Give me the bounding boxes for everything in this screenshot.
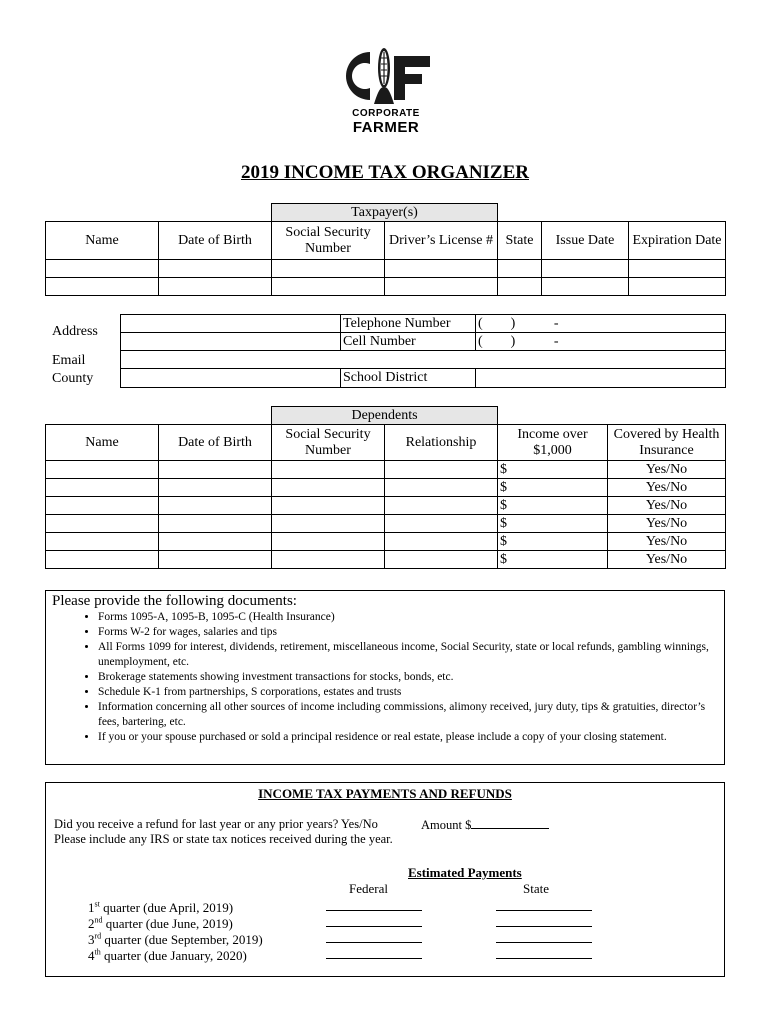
- spouse-dob-input[interactable]: [159, 278, 272, 296]
- spouse-expiration-input[interactable]: [629, 278, 726, 296]
- taxpayer-license-input[interactable]: [385, 260, 498, 278]
- quarter-number: 2: [88, 916, 95, 932]
- document-item: • Information concerning all other sources of income including commissions, alimony received, jury duty, tips & gratuities, director’s fees, bartering, etc.: [98, 700, 718, 730]
- dep-name-input[interactable]: [46, 551, 159, 569]
- page-title: 2019 INCOME TAX ORGANIZER: [240, 162, 529, 183]
- refund-question: Did you receive a refund for last year or any prior years? Yes/No: [54, 817, 378, 831]
- header-name: Name: [46, 222, 159, 260]
- dep-relationship-input[interactable]: [385, 461, 498, 479]
- dep-insurance-input[interactable]: Yes/No: [608, 533, 726, 551]
- documents-title: Please provide the following documents:: [52, 593, 297, 609]
- cell-label: Cell Number: [341, 333, 476, 351]
- logo-text-corporate: CORPORATE: [352, 108, 420, 119]
- quarter-text: quarter (due April, 2019): [99, 900, 234, 916]
- amount-line[interactable]: [471, 817, 549, 829]
- quarter-text: quarter (due June, 2019): [102, 916, 233, 932]
- dep-ssn-input[interactable]: [272, 533, 385, 551]
- header-issue-date: Issue Date: [542, 222, 629, 260]
- dep-dob-input[interactable]: [159, 461, 272, 479]
- dep-insurance-input[interactable]: Yes/No: [608, 551, 726, 569]
- dep-dob-input[interactable]: [159, 515, 272, 533]
- address-line2-input[interactable]: [121, 333, 341, 351]
- dep-relationship-input[interactable]: [385, 515, 498, 533]
- contact-table: [120, 314, 726, 388]
- header-expiration-date: Expiration Date: [629, 222, 726, 260]
- document-item: • If you or your spouse purchased or sold a principal residence or real estate, please include a copy of your closing statement.: [98, 730, 718, 745]
- email-input[interactable]: [121, 351, 726, 369]
- quarter-number: 3: [88, 932, 95, 948]
- dep-income-input[interactable]: $: [498, 515, 608, 533]
- dependent-row: [46, 533, 726, 551]
- quarter-text: quarter (due September, 2019): [101, 932, 263, 948]
- dependents-table: [45, 406, 726, 569]
- dependent-row: [46, 479, 726, 497]
- state-payment-input[interactable]: [496, 899, 592, 911]
- dep-dob-input[interactable]: [159, 533, 272, 551]
- dep-ssn-input[interactable]: [272, 515, 385, 533]
- spouse-ssn-input[interactable]: [272, 278, 385, 296]
- notice-text: Please include any IRS or state tax notices received during the year.: [54, 832, 393, 846]
- document-item: • Forms 1095-A, 1095-B, 1095-C (Health Insurance): [98, 610, 718, 625]
- quarter-row: [88, 897, 708, 916]
- dep-income-input[interactable]: $: [498, 533, 608, 551]
- email-label: Email: [52, 353, 86, 368]
- dep-relationship-input[interactable]: [385, 533, 498, 551]
- taxpayer-row: [46, 278, 726, 296]
- amount-field[interactable]: [421, 817, 549, 833]
- dep-ssn-input[interactable]: [272, 497, 385, 515]
- quarter-suffix: st: [94, 900, 100, 909]
- dep-insurance-input[interactable]: Yes/No: [608, 497, 726, 515]
- dep-income-input[interactable]: $: [498, 479, 608, 497]
- dep-dob-input[interactable]: [159, 497, 272, 515]
- header-ssn: Social Security Number: [272, 222, 385, 260]
- dep-relationship-input[interactable]: [385, 479, 498, 497]
- federal-payment-input[interactable]: [326, 931, 422, 943]
- dependent-row: [46, 551, 726, 569]
- dep-name-input[interactable]: [46, 515, 159, 533]
- county-input[interactable]: [121, 369, 341, 388]
- federal-payment-input[interactable]: [326, 947, 422, 959]
- spouse-license-input[interactable]: [385, 278, 498, 296]
- taxpayer-state-input[interactable]: [498, 260, 542, 278]
- dep-insurance-input[interactable]: Yes/No: [608, 461, 726, 479]
- dependent-row: [46, 515, 726, 533]
- school-district-label: School District: [341, 369, 476, 388]
- dep-dob-input[interactable]: [159, 479, 272, 497]
- taxpayer-ssn-input[interactable]: [272, 260, 385, 278]
- taxpayer-issue-input[interactable]: [542, 260, 629, 278]
- dep-name-input[interactable]: [46, 497, 159, 515]
- quarter-text: quarter (due January, 2020): [100, 948, 247, 964]
- dep-header-relationship: Relationship: [385, 425, 498, 461]
- estimated-payments-title: Estimated Payments: [408, 865, 522, 880]
- dep-ssn-input[interactable]: [272, 461, 385, 479]
- payments-section: [45, 782, 725, 977]
- dep-header-income: Income over $1,000: [498, 425, 608, 461]
- state-label: State: [523, 881, 549, 896]
- taxpayer-name-input[interactable]: [46, 260, 159, 278]
- quarter-suffix: th: [94, 948, 101, 957]
- spouse-name-input[interactable]: [46, 278, 159, 296]
- spouse-issue-input[interactable]: [542, 278, 629, 296]
- dep-income-input[interactable]: $: [498, 497, 608, 515]
- state-payment-input[interactable]: [496, 931, 592, 943]
- quarters-list: [88, 897, 708, 964]
- dep-income-input[interactable]: $: [498, 551, 608, 569]
- dep-insurance-input[interactable]: Yes/No: [608, 479, 726, 497]
- taxpayer-dob-input[interactable]: [159, 260, 272, 278]
- address-line1-input[interactable]: [121, 315, 341, 333]
- dep-header-insurance: Covered by Health Insurance: [608, 425, 726, 461]
- telephone-label: Telephone Number: [341, 315, 476, 333]
- document-item: • Forms W-2 for wages, salaries and tips: [98, 625, 718, 640]
- dependent-row: [46, 497, 726, 515]
- quarter-number: 4: [88, 948, 95, 964]
- quarter-row: [88, 929, 708, 948]
- taxpayer-expiration-input[interactable]: [629, 260, 726, 278]
- header-state: State: [498, 222, 542, 260]
- taxpayer-group-label: Taxpayer(s): [272, 204, 498, 222]
- taxpayer-row: [46, 260, 726, 278]
- dep-income-input[interactable]: $: [498, 461, 608, 479]
- dep-header-name: Name: [46, 425, 159, 461]
- quarter-suffix: nd: [94, 916, 103, 925]
- cell-input[interactable]: ( ) -: [476, 333, 726, 351]
- header-license: Driver’s License #: [385, 222, 498, 260]
- dependent-row: [46, 461, 726, 479]
- county-label: County: [52, 371, 94, 386]
- dep-name-input[interactable]: [46, 479, 159, 497]
- quarter-suffix: rd: [94, 932, 102, 941]
- documents-list: [52, 610, 718, 745]
- documents-section: [45, 590, 725, 765]
- telephone-input[interactable]: ( ) -: [476, 315, 726, 333]
- amount-label: Amount $: [421, 818, 472, 832]
- dep-relationship-input[interactable]: [385, 497, 498, 515]
- document-item: • Schedule K-1 from partnerships, S corporations, estates and trusts: [98, 685, 718, 700]
- logo-text-farmer: FARMER: [352, 119, 420, 136]
- dep-ssn-input[interactable]: [272, 479, 385, 497]
- taxpayer-table: [45, 203, 726, 296]
- dependents-group-label: Dependents: [272, 407, 498, 425]
- dep-name-input[interactable]: [46, 461, 159, 479]
- quarter-label: [88, 948, 247, 963]
- federal-label: Federal: [349, 881, 388, 896]
- spouse-state-input[interactable]: [498, 278, 542, 296]
- dep-relationship-input[interactable]: [385, 551, 498, 569]
- school-district-input[interactable]: [476, 369, 726, 388]
- dep-insurance-input[interactable]: Yes/No: [608, 515, 726, 533]
- federal-payment-input[interactable]: [326, 915, 422, 927]
- dep-header-dob: Date of Birth: [159, 425, 272, 461]
- document-item: • All Forms 1099 for interest, dividends, retirement, miscellaneous income, Social Security, state or local refunds, gambling winnings, unemployment, etc.: [98, 640, 718, 670]
- quarter-number: 1: [88, 900, 95, 916]
- quarter-row: [88, 945, 708, 964]
- state-payment-input[interactable]: [496, 947, 592, 959]
- corn-monogram-icon: [336, 44, 436, 108]
- dep-dob-input[interactable]: [159, 551, 272, 569]
- dep-name-input[interactable]: [46, 533, 159, 551]
- address-label: Address: [52, 324, 98, 339]
- document-item: • Brokerage statements showing investment transactions for stocks, bonds, etc.: [98, 670, 718, 685]
- dep-ssn-input[interactable]: [272, 551, 385, 569]
- dep-header-ssn: Social Security Number: [272, 425, 385, 461]
- payments-title: INCOME TAX PAYMENTS AND REFUNDS: [258, 786, 512, 801]
- corporate-farmer-logo: [336, 44, 436, 140]
- federal-payment-input[interactable]: [326, 899, 422, 911]
- quarter-row: [88, 913, 708, 932]
- state-payment-input[interactable]: [496, 915, 592, 927]
- header-dob: Date of Birth: [159, 222, 272, 260]
